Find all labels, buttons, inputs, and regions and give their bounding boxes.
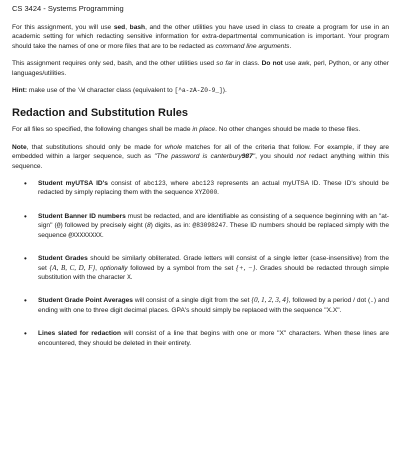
whole-term: whole <box>164 143 183 151</box>
text-run: 8 <box>146 222 151 230</box>
text-run: . No other changes should be made to these files. <box>215 126 361 134</box>
rule-gpa <box>12 296 389 315</box>
code-snippet: @ <box>56 222 61 230</box>
text-run: character class (equivalent to <box>85 87 175 95</box>
text-run: , where <box>165 180 192 188</box>
text-run: 987 <box>241 153 253 161</box>
text-run: " <box>252 153 256 161</box>
bullet-icon: • <box>24 296 27 306</box>
text-run: , that substitutions should only be made for <box>26 143 165 151</box>
rule-title: Student myUTSA ID's <box>38 180 108 188</box>
math-set: {0, 1, 2, 3, 4} <box>251 296 289 305</box>
math-set: {A, B, C, D, F} <box>49 263 96 272</box>
rule-grades <box>12 254 389 282</box>
text-run: . <box>130 273 133 281</box>
rules-list <box>12 179 389 348</box>
text-run: , <box>125 24 130 31</box>
rule-banner-id <box>12 212 389 240</box>
text-run: matches for all of the criteria that follow. For example, if they are embedded within a larger sequence, such as <box>12 143 389 161</box>
text-run: will consist of a single digit from the set <box>132 297 252 305</box>
optionally-term: optionally <box>99 264 128 272</box>
text-run: , followed by a period / dot ( <box>288 297 371 305</box>
text-run: ) and ending with one to three digit decimal places. GPA's should simply be replaced with the sequence "X.X". <box>38 297 389 314</box>
text-run: ). <box>222 87 227 95</box>
rule-title: Lines slated for redaction <box>38 330 121 338</box>
text-run: use awk, perl, Python, or any other languages/utilities. <box>12 60 389 77</box>
text-run: will consist of a line that begins with one or more "X" characters. When these lines are encountered, they should be deleted in their entirety. <box>38 330 389 347</box>
text-run: ) followed by precisely eight ( <box>60 222 147 230</box>
text-run: ) digits, as in: <box>150 222 193 230</box>
so-far-term: so far <box>216 60 234 68</box>
text-run: . <box>289 42 292 50</box>
hint-label: Hint: <box>12 87 28 95</box>
rule-title: Student Banner ID numbers <box>38 212 126 220</box>
text-run: , <box>95 264 100 272</box>
intro-paragraph <box>12 23 389 51</box>
note-paragraph <box>12 143 389 171</box>
section-paragraph <box>12 125 389 134</box>
text-run: . These ID numbers should be replaced simply with the sequence <box>38 222 389 239</box>
note-label: Note <box>12 143 27 151</box>
code-snippet: @XXXXXXXX <box>68 231 102 239</box>
hint-paragraph <box>12 86 389 95</box>
bash-term: bash <box>129 24 146 31</box>
text-run: must be redacted, and are identifiable as consisting of a sequence beginning with an "at-sign" ( <box>38 212 389 230</box>
code-snippet: \W <box>77 87 86 95</box>
bullet-icon: • <box>24 211 27 221</box>
sed-term: sed <box>113 24 126 31</box>
code-snippet: . <box>370 297 374 305</box>
command-line-arguments-term: command line arguments <box>215 42 290 50</box>
code-snippet: [^a-zA-Z0-9_] <box>174 87 223 95</box>
rule-myutsa-id <box>12 179 389 198</box>
text-run: redact anything within this sequence. <box>12 153 389 170</box>
text-run: , you should <box>255 153 297 161</box>
code-snippet: @83098247 <box>192 222 226 230</box>
text-run: , and the other utilities you have used in class to create a program for use in an academic setting for which redacting sensitive information for extra-departmental communication is important. Your program should take the names of one or more files that are to be redacted as <box>12 24 389 50</box>
code-snippet: XYZ000 <box>194 189 218 197</box>
text-run: consist of <box>107 180 144 188</box>
example-quote <box>154 153 255 160</box>
text-run: should be similarly obliterated. Grade letters will consist of a single letter (case-insensitive) from the set <box>38 255 389 272</box>
code-snippet: X <box>127 273 131 281</box>
text-run: This assignment requires only sed, bash, and the other utilities used <box>12 60 217 68</box>
requirements-paragraph <box>12 59 389 78</box>
text-run: represents an actual myUTSA ID. These ID's should be redacted by simply replacing them with the sequence <box>38 180 389 197</box>
text-run: in class. <box>233 60 262 68</box>
text-run: "The password is canterbury <box>154 153 242 161</box>
rule-title: Student Grades <box>38 255 88 263</box>
page-header: CS 3424 - Systems Programming <box>12 4 124 13</box>
text-run: For all files so specified, the following changes shall be made <box>12 126 193 134</box>
math-set: {+, −} <box>236 263 256 272</box>
document-page <box>12 4 389 362</box>
text-run: followed by a symbol from the set <box>127 264 237 272</box>
section-heading: Redaction and Substitution Rules <box>12 107 189 120</box>
code-snippet: abc123 <box>191 180 215 188</box>
bullet-icon: • <box>24 179 27 189</box>
do-not-term: Do not <box>261 60 283 68</box>
code-snippet: abc123 <box>143 180 166 188</box>
not-term: not <box>296 153 306 161</box>
text-run: . <box>217 189 219 197</box>
text-run: . <box>101 231 104 239</box>
in-place-term: in place <box>192 126 216 134</box>
bullet-icon: • <box>24 254 27 264</box>
text-run: . Grades should be redacted through simple substitution with the character <box>38 264 389 281</box>
text-run: For this assignment, you will use <box>12 24 114 31</box>
rule-title: Student Grade Point Averages <box>38 297 133 305</box>
bullet-icon: • <box>24 329 27 339</box>
text-run: make use of the <box>27 87 78 95</box>
rule-redaction-lines <box>12 329 389 348</box>
